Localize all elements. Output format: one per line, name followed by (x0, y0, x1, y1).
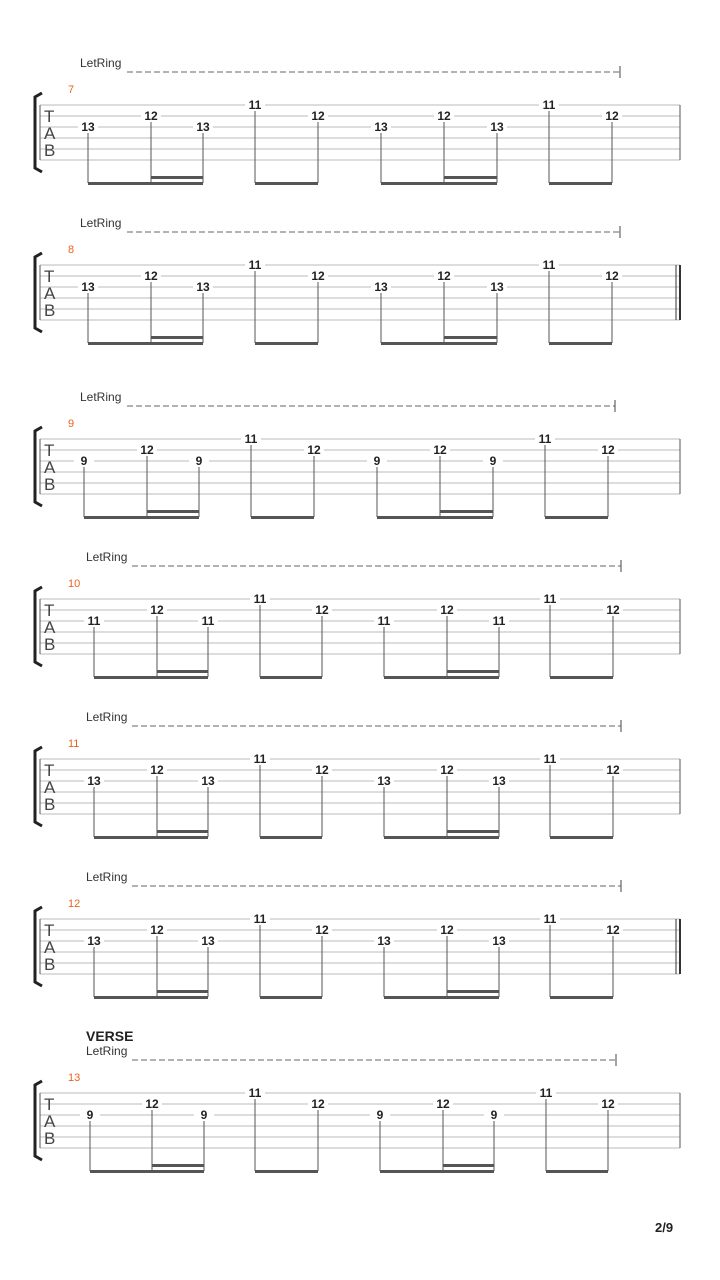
secondary-beam (440, 510, 493, 513)
fret-number: 9 (373, 454, 381, 468)
letring-label: LetRing (80, 216, 122, 230)
tab-letter-a: A (44, 284, 56, 303)
fret-number: 11 (542, 258, 556, 272)
fret-number: 12 (145, 1097, 159, 1111)
fret-number: 13 (492, 934, 506, 948)
fret-number: 12 (601, 443, 615, 457)
secondary-beam (447, 990, 499, 993)
tab-letter-t: T (44, 921, 55, 940)
secondary-beam (157, 990, 208, 993)
fret-number: 12 (315, 923, 329, 937)
secondary-beam (447, 830, 499, 833)
fret-number: 9 (86, 1108, 94, 1122)
fret-number: 11 (248, 1086, 262, 1100)
beam (384, 676, 499, 679)
fret-number: 13 (87, 774, 101, 788)
fret-number: 11 (492, 614, 506, 628)
measure-number: 9 (68, 418, 75, 430)
fret-number: 11 (253, 752, 267, 766)
fret-number: 13 (81, 120, 95, 134)
secondary-beam (444, 336, 497, 339)
beam (260, 836, 322, 839)
fret-number: 12 (601, 1097, 615, 1111)
beam (545, 516, 608, 519)
tab-letter-a: A (44, 778, 56, 797)
beam (94, 676, 208, 679)
fret-number: 12 (606, 603, 620, 617)
fret-number: 11 (253, 912, 267, 926)
fret-number: 12 (437, 269, 451, 283)
fret-number: 12 (437, 109, 451, 123)
fret-number: 11 (539, 1086, 553, 1100)
secondary-beam (151, 176, 203, 179)
fret-number: 12 (144, 269, 158, 283)
measure-number: 8 (68, 244, 75, 256)
fret-number: 12 (605, 109, 619, 123)
beam (380, 1170, 494, 1173)
fret-number: 11 (543, 912, 557, 926)
secondary-beam (147, 510, 199, 513)
fret-number: 12 (307, 443, 321, 457)
fret-number: 12 (140, 443, 154, 457)
letring-label: LetRing (86, 550, 128, 564)
fret-number: 9 (200, 1108, 208, 1122)
beam (90, 1170, 204, 1173)
beam (384, 996, 499, 999)
fret-number: 12 (436, 1097, 450, 1111)
measure-number: 10 (68, 578, 81, 590)
fret-number: 9 (195, 454, 203, 468)
tab-letter-b: B (44, 1129, 56, 1148)
tab-letter-b: B (44, 475, 56, 494)
fret-number: 12 (311, 109, 325, 123)
beam (251, 516, 314, 519)
beam (549, 182, 612, 185)
beam (260, 676, 322, 679)
fret-number: 12 (144, 109, 158, 123)
page-number: 2/9 (655, 1220, 674, 1235)
fret-number: 12 (440, 763, 454, 777)
letring-label: LetRing (80, 390, 122, 404)
fret-number: 13 (201, 774, 215, 788)
fret-number: 11 (248, 98, 262, 112)
fret-number: 11 (201, 614, 215, 628)
fret-number: 12 (150, 763, 164, 777)
letring-label: LetRing (86, 1044, 128, 1058)
beam (84, 516, 199, 519)
tab-letter-a: A (44, 1112, 56, 1131)
fret-number: 13 (492, 774, 506, 788)
fret-number: 12 (315, 603, 329, 617)
fret-number: 11 (543, 752, 557, 766)
beam (550, 996, 613, 999)
beam (549, 342, 612, 345)
fret-number: 11 (244, 432, 258, 446)
fret-number: 12 (150, 923, 164, 937)
beam (94, 996, 208, 999)
tab-letter-b: B (44, 301, 56, 320)
tab-letter-a: A (44, 618, 56, 637)
beam (94, 836, 208, 839)
letring-label: LetRing (80, 56, 122, 70)
fret-number: 9 (80, 454, 88, 468)
beam (255, 342, 318, 345)
secondary-beam (443, 1164, 494, 1167)
beam (260, 996, 322, 999)
fret-number: 11 (87, 614, 101, 628)
fret-number: 13 (87, 934, 101, 948)
fret-number: 13 (377, 934, 391, 948)
tab-letter-b: B (44, 635, 56, 654)
beam (88, 342, 203, 345)
fret-number: 9 (376, 1108, 384, 1122)
fret-number: 12 (606, 763, 620, 777)
tab-letter-b: B (44, 141, 56, 160)
measure-number: 13 (68, 1072, 81, 1084)
measure-number: 7 (68, 84, 75, 96)
fret-number: 13 (490, 120, 504, 134)
tab-letter-t: T (44, 601, 55, 620)
fret-number: 12 (311, 1097, 325, 1111)
beam (546, 1170, 608, 1173)
tab-letter-t: T (44, 441, 55, 460)
measure-number: 12 (68, 898, 81, 910)
section-label: VERSE (86, 1028, 134, 1044)
fret-number: 12 (605, 269, 619, 283)
fret-number: 11 (542, 98, 556, 112)
measure-number: 11 (68, 738, 80, 750)
fret-number: 13 (377, 774, 391, 788)
tab-letter-a: A (44, 458, 56, 477)
tab-letter-t: T (44, 267, 55, 286)
tab-letter-t: T (44, 761, 55, 780)
fret-number: 13 (201, 934, 215, 948)
beam (550, 836, 613, 839)
fret-number: 13 (196, 280, 210, 294)
beam (255, 182, 318, 185)
beam (377, 516, 493, 519)
fret-number: 13 (490, 280, 504, 294)
letring-label: LetRing (86, 870, 128, 884)
fret-number: 13 (374, 120, 388, 134)
fret-number: 12 (433, 443, 447, 457)
fret-number: 13 (374, 280, 388, 294)
letring-label: LetRing (86, 710, 128, 724)
fret-number: 11 (248, 258, 262, 272)
tab-letter-b: B (44, 955, 56, 974)
fret-number: 12 (315, 763, 329, 777)
beam (384, 836, 499, 839)
fret-number: 11 (538, 432, 552, 446)
fret-number: 9 (489, 454, 497, 468)
fret-number: 12 (440, 923, 454, 937)
secondary-beam (157, 830, 208, 833)
beam (550, 676, 613, 679)
secondary-beam (157, 670, 208, 673)
tab-letter-a: A (44, 938, 56, 957)
beam (381, 182, 497, 185)
fret-number: 12 (440, 603, 454, 617)
fret-number: 9 (490, 1108, 498, 1122)
tab-letter-a: A (44, 124, 56, 143)
fret-number: 13 (196, 120, 210, 134)
fret-number: 12 (150, 603, 164, 617)
fret-number: 13 (81, 280, 95, 294)
fret-number: 11 (253, 592, 267, 606)
secondary-beam (447, 670, 499, 673)
beam (88, 182, 203, 185)
fret-number: 12 (311, 269, 325, 283)
secondary-beam (444, 176, 497, 179)
fret-number: 11 (377, 614, 391, 628)
fret-number: 11 (543, 592, 557, 606)
beam (381, 342, 497, 345)
beam (255, 1170, 318, 1173)
tab-letter-t: T (44, 107, 55, 126)
secondary-beam (151, 336, 203, 339)
tab-letter-t: T (44, 1095, 55, 1114)
secondary-beam (152, 1164, 204, 1167)
fret-number: 12 (606, 923, 620, 937)
tab-letter-b: B (44, 795, 56, 814)
